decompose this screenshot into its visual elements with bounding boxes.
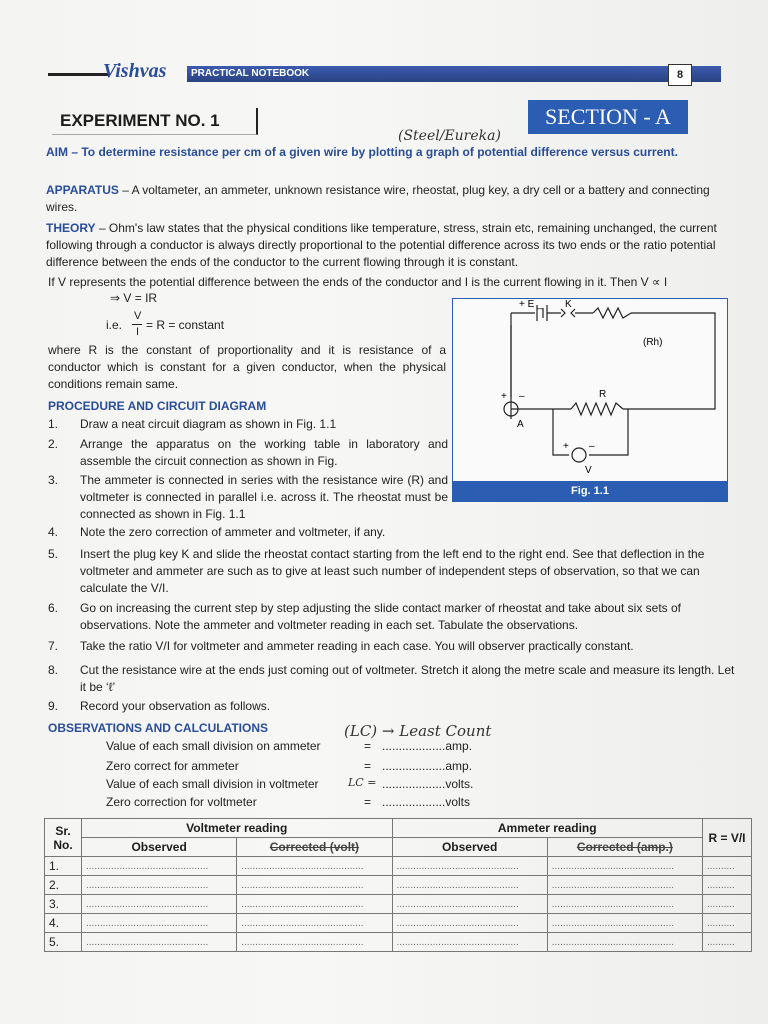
- ammeter-label: A: [517, 419, 524, 430]
- voltmeter-symbol: [572, 448, 586, 462]
- cell-blank: ..........: [703, 914, 752, 933]
- theory-line2: If V represents the potential difference between the ends of the conductor and I is the current flowing in it. Then V ∝ I: [48, 275, 668, 289]
- key-label: K: [565, 299, 572, 310]
- page-header: [48, 60, 724, 90]
- theory-text: – Ohm's law states that the physical conditions like temperature, stress, strain etc, remaining unchanged, the current following through a conductor is always directly proportional to the potential difference across its two ends or the ratio potential difference between the ends of the conductor to the current flowing through it is constant.: [46, 221, 717, 269]
- obs-equals: =: [364, 759, 372, 773]
- resistor-zigzag: [571, 403, 623, 415]
- obs-equals: =: [364, 739, 372, 753]
- step-number-6: 6.: [48, 601, 59, 615]
- handwritten-lc: LC =: [348, 776, 377, 789]
- equation-v-ir: ⇒ V = IR: [110, 291, 158, 305]
- eq-denominator: I: [136, 326, 140, 338]
- bottom-wire: [511, 313, 673, 409]
- notebook-banner: PRACTICAL NOTEBOOK: [187, 66, 721, 82]
- resistor-label: R: [599, 389, 607, 400]
- cell-blank: ..........: [703, 876, 752, 895]
- obs-label: Zero correct for ammeter: [106, 759, 239, 773]
- voltmeter-label: V: [585, 465, 592, 476]
- cell-blank: ..........: [703, 895, 752, 914]
- col-ratio: R = V/I: [703, 819, 752, 857]
- cell-blank: ............................................: [392, 876, 547, 895]
- voltmeter-plus: +: [563, 441, 569, 452]
- row-number: 1.: [45, 857, 82, 876]
- rheostat-zigzag: [593, 308, 631, 318]
- step-number-9: 9.: [48, 699, 59, 713]
- obs-equals: =: [364, 795, 372, 809]
- experiment-title: EXPERIMENT NO. 1: [52, 108, 258, 135]
- circuit-diagram: [452, 298, 728, 502]
- apparatus-paragraph: [46, 182, 736, 216]
- step-number-4: 4.: [48, 525, 59, 539]
- plug-key-symbol: [561, 309, 575, 317]
- procedure-step: Go on increasing the current step by step adjusting the slide contact marker of rheostat and take about six sets of observations. Note the ammeter and voltmeter reading in each set. Tabulate the observations.: [80, 601, 682, 632]
- ammeter-minus: –: [519, 391, 525, 402]
- rheostat-label: (Rh): [643, 337, 663, 348]
- row-number: 5.: [45, 933, 82, 952]
- cell-blank: ............................................: [547, 933, 702, 952]
- theory-constant-paragraph: where R is the constant of proportionality and it is resistance of a conductor which is constant for a given conductor, when the physical conditions remain same.: [48, 343, 446, 391]
- cell-blank: ............................................: [547, 914, 702, 933]
- cell-blank: ............................................: [547, 857, 702, 876]
- step-number-8: 8.: [48, 663, 59, 677]
- figure-caption: Fig. 1.1: [453, 481, 727, 501]
- procedure-step: Insert the plug key K and slide the rheostat contact starting from the left end to the right end. See that deflection in the voltmeter and ammeter are such as to give at least such number of independent steps of observation, so that we can calculate the V/I.: [80, 547, 705, 595]
- theory-label: THEORY: [46, 221, 96, 235]
- table-row: [45, 876, 752, 895]
- table-row: [45, 895, 752, 914]
- cell-blank: ............................................: [82, 857, 237, 876]
- section-label: SECTION - A: [528, 100, 688, 134]
- apparatus-label: APPARATUS: [46, 183, 119, 197]
- cell-blank: ............................................: [237, 933, 392, 952]
- eq-suffix: = R = constant: [146, 318, 225, 332]
- step-number-2: 2.: [48, 437, 59, 451]
- row-number: 2.: [45, 876, 82, 895]
- col-a-corrected: Corrected (amp.): [547, 838, 702, 857]
- col-a-observed: Observed: [392, 838, 547, 857]
- procedure-step: Cut the resistance wire at the ends just coming out of voltmeter. Stretch it along the metre scale and measure its length. Let it be ‘ℓ’: [80, 663, 735, 694]
- obs-blank: ...................volts.: [382, 777, 474, 791]
- table-row: [45, 933, 752, 952]
- cell-blank: ............................................: [237, 876, 392, 895]
- handwritten-note-steel: (Steel/Eureka): [398, 128, 501, 144]
- observations-heading: OBSERVATIONS AND CALCULATIONS: [48, 721, 269, 735]
- cell-blank: ............................................: [237, 857, 392, 876]
- cell-blank: ............................................: [392, 895, 547, 914]
- circuit-svg: [453, 299, 727, 481]
- obs-blank: ...................amp.: [382, 759, 473, 773]
- aim-text: – To determine resistance per cm of a given wire by plotting a graph of potential difference versus current.: [71, 145, 678, 159]
- cell-blank: ............................................: [82, 895, 237, 914]
- obs-label: Value of each small division in voltmeter: [106, 777, 319, 791]
- aim-label: AIM: [46, 145, 68, 159]
- row-number: 4.: [45, 914, 82, 933]
- table-header-row: [45, 819, 752, 838]
- step-number-5: 5.: [48, 547, 59, 561]
- page-number: 8: [668, 64, 692, 86]
- battery-label: + E _: [519, 299, 543, 310]
- procedure-step: Take the ratio V/I for voltmeter and ammeter reading in each case. You will observer practically constant.: [80, 639, 634, 653]
- procedure-step: Draw a neat circuit diagram as shown in Fig. 1.1: [80, 417, 337, 431]
- step-number-7: 7.: [48, 639, 59, 653]
- cell-blank: ............................................: [82, 876, 237, 895]
- table-row: [45, 857, 752, 876]
- equation-ratio: [106, 308, 286, 342]
- cell-blank: ............................................: [392, 933, 547, 952]
- aim-paragraph: [46, 144, 736, 161]
- cell-blank: ............................................: [237, 914, 392, 933]
- obs-blank: ...................volts: [382, 795, 471, 809]
- table-subheader-row: [45, 838, 752, 857]
- publisher-logo: Vishvas: [103, 60, 167, 82]
- col-sr-no: Sr. No.: [45, 819, 82, 857]
- cell-blank: ............................................: [392, 857, 547, 876]
- obs-label: Zero correction for voltmeter: [106, 795, 257, 809]
- cell-blank: ............................................: [237, 895, 392, 914]
- cell-blank: ............................................: [547, 876, 702, 895]
- ammeter-plus: +: [501, 391, 507, 402]
- obs-blank: ...................amp.: [382, 739, 473, 753]
- procedure-step: Arrange the apparatus on the working table in laboratory and assemble the circuit connection as shown in Fig.: [80, 437, 448, 468]
- col-voltmeter: Voltmeter reading: [82, 819, 393, 838]
- voltmeter-minus: –: [589, 441, 595, 452]
- procedure-step: Record your observation as follows.: [80, 699, 271, 713]
- obs-label: Value of each small division on ammeter: [106, 739, 321, 753]
- procedure-step: The ammeter is connected in series with the resistance wire (R) and voltmeter is connected in parallel i.e. across it. The rheostat must be connected as shown in Fig. 1.1: [80, 473, 448, 521]
- header-rule: [48, 73, 108, 76]
- table-row: [45, 914, 752, 933]
- col-v-corrected: Corrected (volt): [237, 838, 392, 857]
- cell-blank: ..........: [703, 933, 752, 952]
- cell-blank: ............................................: [392, 914, 547, 933]
- step-number-1: 1.: [48, 417, 59, 431]
- cell-blank: ............................................: [547, 895, 702, 914]
- col-ammeter: Ammeter reading: [392, 819, 703, 838]
- cell-blank: ............................................: [82, 914, 237, 933]
- cell-blank: ............................................: [82, 933, 237, 952]
- apparatus-text: – A voltameter, an ammeter, unknown resistance wire, rheostat, plug key, a dry cell or a battery and connecting wires.: [46, 183, 710, 214]
- eq-prefix: i.e.: [106, 318, 123, 332]
- col-v-observed: Observed: [82, 838, 237, 857]
- procedure-heading: PROCEDURE AND CIRCUIT DIAGRAM: [48, 399, 267, 413]
- observation-table: [44, 818, 752, 952]
- row-number: 3.: [45, 895, 82, 914]
- top-wire: [511, 313, 715, 409]
- cell-blank: ..........: [703, 857, 752, 876]
- step-number-3: 3.: [48, 473, 59, 487]
- handwritten-least-count: (LC) → Least Count: [344, 722, 492, 740]
- theory-paragraph: [46, 220, 736, 271]
- procedure-step: Note the zero correction of ammeter and voltmeter, if any.: [80, 525, 386, 539]
- eq-numerator: V: [134, 310, 142, 322]
